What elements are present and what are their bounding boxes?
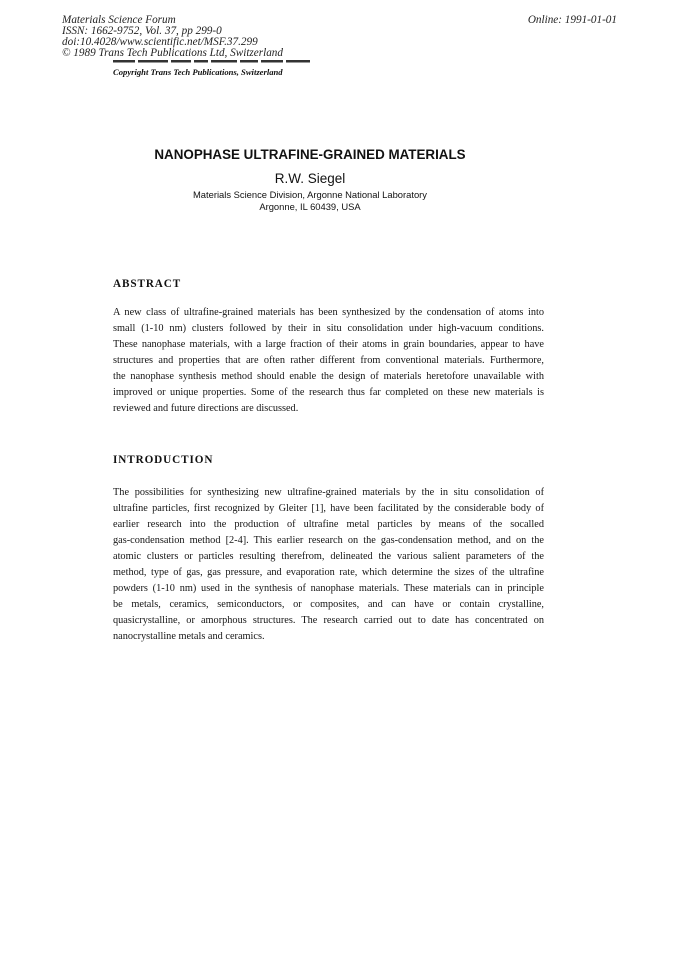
introduction-line: atomic clusters or particles resulting therefrom, delineated the various salient parameters of the	[113, 551, 544, 562]
paper-title: NANOPHASE ULTRAFINE-GRAINED MATERIALS	[154, 147, 466, 162]
online-date: Online: 1991-01-01	[527, 14, 617, 26]
abstract-heading: ABSTRACT	[113, 278, 182, 290]
abstract-line: improved or unique properties. Some of the research thus far completed on these new materials is	[113, 387, 544, 398]
abstract-line: the nanophase synthesis method should enable the design of materials heretofore unavailable with	[113, 371, 544, 382]
introduction-line: earlier research into the production of ultrafine metal particles by means of the socalled	[113, 519, 544, 530]
abstract-line: These nanophase materials, with a large fraction of their atoms in grain boundaries, appear to have	[113, 339, 544, 350]
introduction-heading: INTRODUCTION	[113, 454, 214, 466]
obscured-original-citation	[113, 59, 310, 65]
abstract-line: A new class of ultrafine-grained materials has been synthesized by the condensation of atoms into	[113, 307, 544, 318]
abstract-text	[113, 305, 544, 417]
author-name: R.W. Siegel	[274, 171, 346, 186]
introduction-line: method, type of gas, gas pressure, and evaporation rate, which determine the sizes of the ultrafine	[113, 567, 544, 578]
abstract-line: structures and properties that are often rather different from conventional materials. Furthermore,	[113, 355, 544, 366]
abstract-line: small (1-10 nm) clusters followed by their in situ consolidation under high-vacuum conditions.	[113, 323, 544, 334]
introduction-line: gas-condensation method [2-4]. This earlier research on the gas-condensation method, and on the	[113, 535, 544, 546]
issn-volume-pages: ISSN: 1662-9752, Vol. 37, pp 299-0	[62, 25, 222, 37]
abstract-line: reviewed and future directions are discussed.	[113, 403, 299, 414]
introduction-line: The possibilities for synthesizing new ultrafine-grained materials by the in situ consolidation of	[113, 487, 544, 498]
copyright-notice: Copyright Trans Tech Publications, Switzerland	[113, 67, 283, 77]
introduction-line: ultrafine particles, first recognized by Gleiter [1], have been facilitated by the considerable body of	[113, 503, 544, 514]
journal-name: Materials Science Forum	[62, 14, 176, 26]
introduction-text	[113, 485, 544, 645]
affiliation-line-1: Materials Science Division, Argonne National Laboratory	[193, 189, 427, 200]
introduction-line: quasicrystalline, or amorphous structures. The research carried out to date has concentrated on	[113, 615, 544, 626]
introduction-line: be metals, ceramics, semiconductors, or composites, and can have or contain crystalline,	[113, 599, 544, 610]
introduction-line: nanocrystalline metals and ceramics.	[113, 631, 265, 642]
affiliation-line-2: Argonne, IL 60439, USA	[259, 201, 361, 212]
publisher-copyright: © 1989 Trans Tech Publications Ltd, Switzerland	[62, 47, 283, 59]
introduction-line: powders (1-10 nm) used in the synthesis of nanophase materials. These materials can in principle	[113, 583, 544, 594]
journal-metadata	[62, 15, 283, 59]
doi-link[interactable]: doi:10.4028/www.scientific.net/MSF.37.299	[62, 36, 258, 48]
